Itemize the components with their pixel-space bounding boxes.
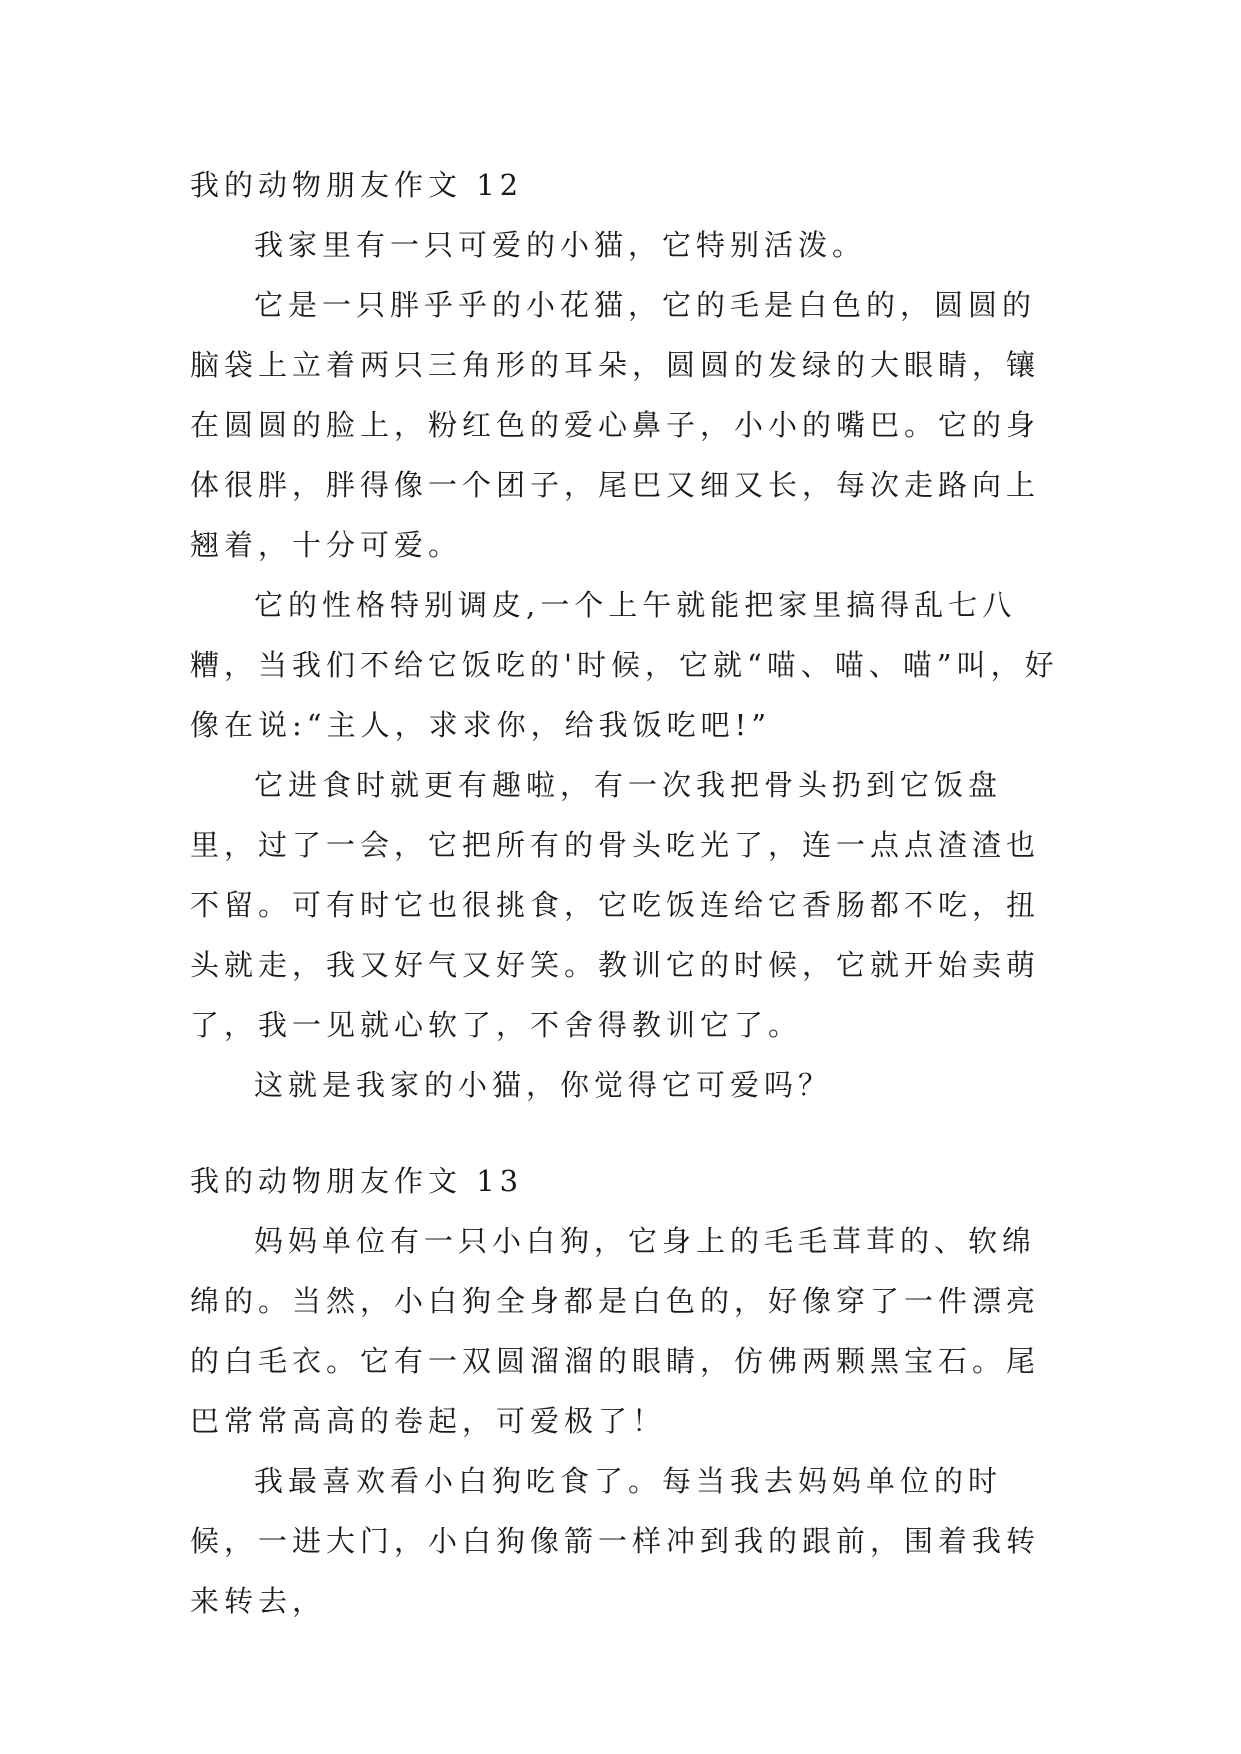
paragraph: 这就是我家的小猫，你觉得它可爱吗？ — [254, 1068, 833, 1102]
essay-title: 我的动物朋友作文 12 — [190, 168, 524, 202]
paragraph: 妈妈单位有一只小白狗，它身上的毛毛茸茸的、软绵绵的。当然，小白狗全身都是白色的，好像穿了一件漂亮的白毛衣。它有一双圆溜溜的眼睛，仿佛两颗黑宝石。尾巴常常高高的卷起，可爱极了！ — [190, 1224, 1041, 1438]
paragraph: 我家里有一只可爱的小猫，它特别活泼。 — [254, 228, 867, 262]
paragraph: 它是一只胖乎乎的小花猫，它的毛是白色的，圆圆的脑袋上立着两只三角形的耳朵，圆圆的发绿的大眼睛，镶在圆圆的脸上，粉红色的爱心鼻子，小小的嘴巴。它的身体很胖，胖得像一个团子，尾巴又细又长，每次走路向上翘着，十分可爱。 — [190, 288, 1041, 562]
essay-13 — [190, 1151, 1060, 1631]
essay-12 — [190, 155, 1060, 1115]
document-page — [190, 155, 1060, 1631]
section-gap — [190, 1115, 1060, 1151]
paragraph: 我最喜欢看小白狗吃食了。每当我去妈妈单位的时候，一进大门，小白狗像箭一样冲到我的跟前，围着我转来转去， — [190, 1464, 1041, 1618]
paragraph: 它进食时就更有趣啦，有一次我把骨头扔到它饭盘里，过了一会，它把所有的骨头吃光了，连一点点渣渣也不留。可有时它也很挑食，它吃饭连给它香肠都不吃，扭头就走，我又好气又好笑。教训它的时候，它就开始卖萌了，我一见就心软了，不舍得教训它了。 — [190, 768, 1041, 1042]
essay-title: 我的动物朋友作文 13 — [190, 1164, 524, 1198]
paragraph: 它的性格特别调皮,一个上午就能把家里搞得乱七八糟，当我们不给它饭吃的'时候，它就“喵、喵、喵”叫，好像在说:“主人，求求你，给我饭吃吧!” — [190, 588, 1059, 742]
